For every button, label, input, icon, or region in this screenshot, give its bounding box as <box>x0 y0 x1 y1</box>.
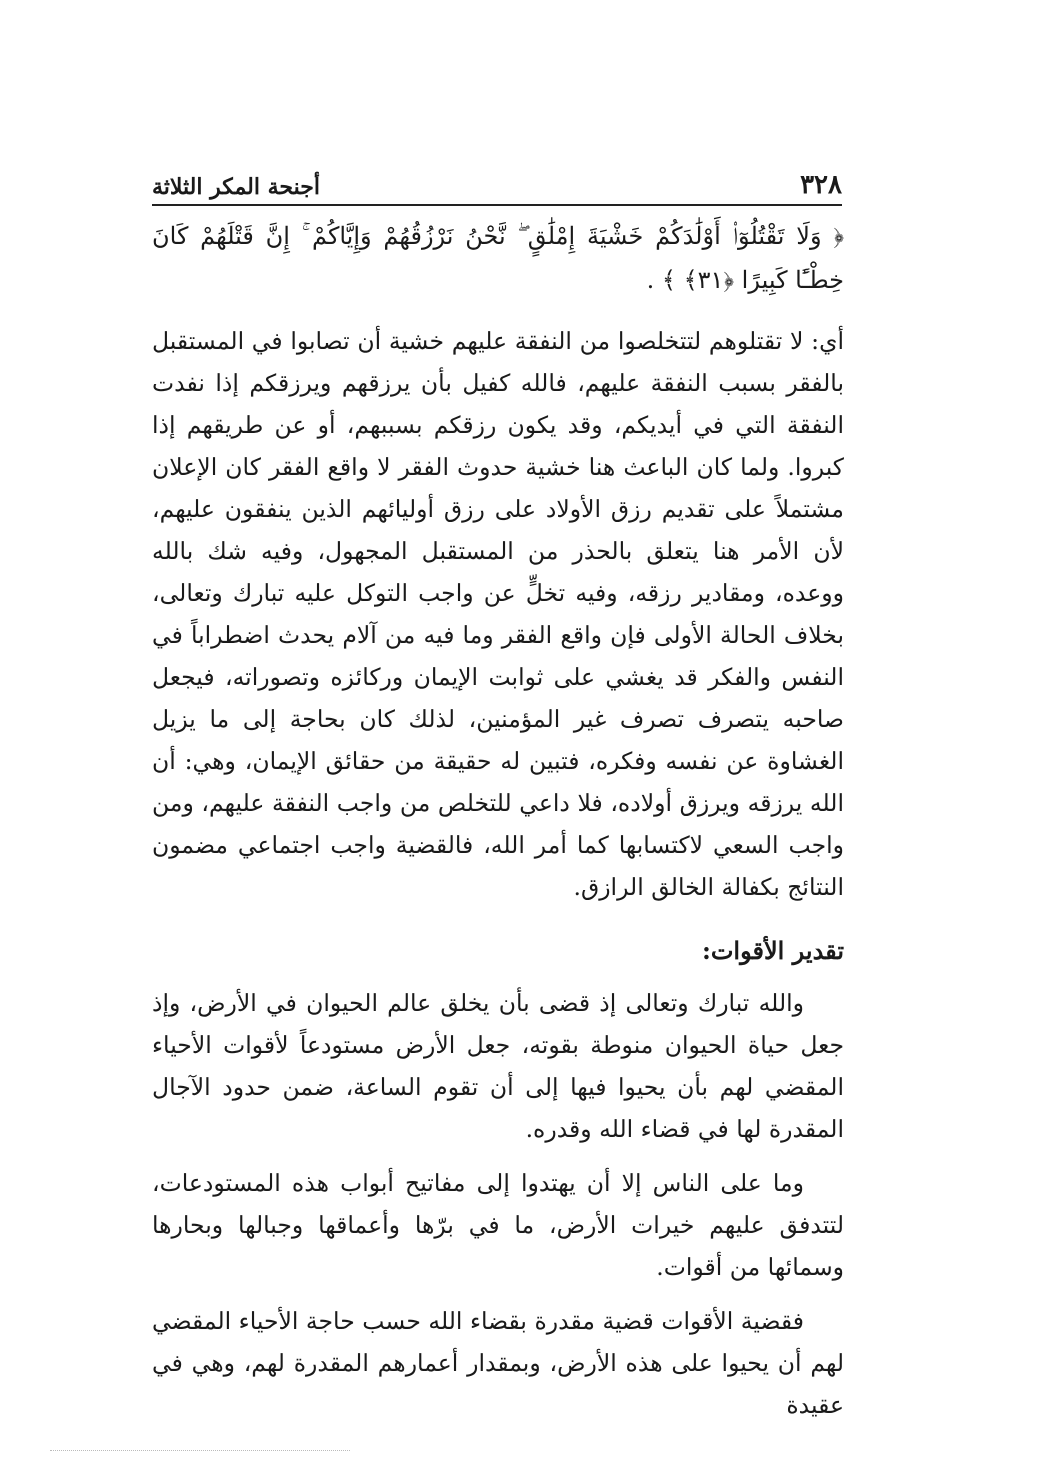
section-paragraph-3: فقضية الأقوات قضية مقدرة بقضاء الله حسب حاجة الأحياء المقضي لهم أن يحيوا على هذه الأرض، وبمقدار أعمارهم المقدرة لهم، وهي في عقيدة <box>152 1307 844 1419</box>
paragraph-1: أي: لا تقتلوهم لتتخلصوا من النفقة عليهم خشية أن تصابوا في المستقبل بالفقر بسبب النفقة عليهم، فالله كفيل بأن يرزقهم ويرزقكم إذا نفدت النفقة التي في أيديكم، وقد يكون رزقكم بسببهم، أو عن طريقهم إذا كبروا. ولما كان الباعث هنا خشية حدوث الفقر لا واقع الفقر كان الإعلان مشتملاً على تقديم رزق الأولاد على رزق أوليائهم الذين ينفقون عليهم، لأن الأمر هنا يتعلق بالحذر من المستقبل المجهول، وفيه شك بالله ووعده، ومقادير رزقه، وفيه تخلٍّ عن واجب التوكل عليه تبارك وتعالى، بخلاف الحالة الأولى فإن واقع الفقر وما فيه من آلام يحدث اضطراباً في النفس والفكر قد يغشي على ثوابت الإيمان وركائزه وتصوراته، فيجعل صاحبه يتصرف تصرف غير المؤمنين، لذلك كان بحاجة إلى ما يزيل الغشاوة عن نفسه وفكره، فتبين له حقيقة من حقائق الإيمان، وهي: أن الله يرزقه ويرزق أولاده، فلا داعي للتخلص من واجب النفقة عليهم، ومن واجب السعي لاكتسابها كما أمر الله، فالقضية واجب اجتماعي مضمون النتائج بكفالة الخالق الرازق. <box>152 327 844 901</box>
bottom-dotted-divider <box>50 1450 350 1451</box>
page-number: ٣٢٨ <box>800 170 842 200</box>
page-body <box>152 214 844 1438</box>
running-title: أجنحة المكر الثلاثة <box>152 174 320 200</box>
page-header <box>152 160 842 206</box>
section-heading: تقدير الأقوات: <box>701 936 844 965</box>
quran-verse: ﴿ وَلَا تَقْتُلُوٓا۟ أَوْلَٰدَكُمْ خَشْيَةَ إِمْلَٰقٍ ۖ نَّحْنُ نَرْزُقُهُمْ وَإِيَّاكُمْ ۚ إِنَّ قَتْلَهُمْ كَانَ خِطْـًٔا كَبِيرًا ﴿٣١﴾ ﴾ . <box>152 222 844 294</box>
section-paragraph-1: والله تبارك وتعالى إذ قضى بأن يخلق عالم الحيوان في الأرض، وإذ جعل حياة الحيوان منوطة بقوته، جعل الأرض مستودعاً لأقوات الأحياء المقضي لهم بأن يحيوا فيها إلى أن تقوم الساعة، ضمن حدود الآجال المقدرة لها في قضاء الله وقدره. <box>152 989 844 1143</box>
section-paragraph-2: وما على الناس إلا أن يهتدوا إلى مفاتيح أبواب هذه المستودعات، لتتدفق عليهم خيرات الأرض، ما في برّها وأعماقها وجبالها وبحارها وسمائها من أقوات. <box>152 1169 844 1281</box>
